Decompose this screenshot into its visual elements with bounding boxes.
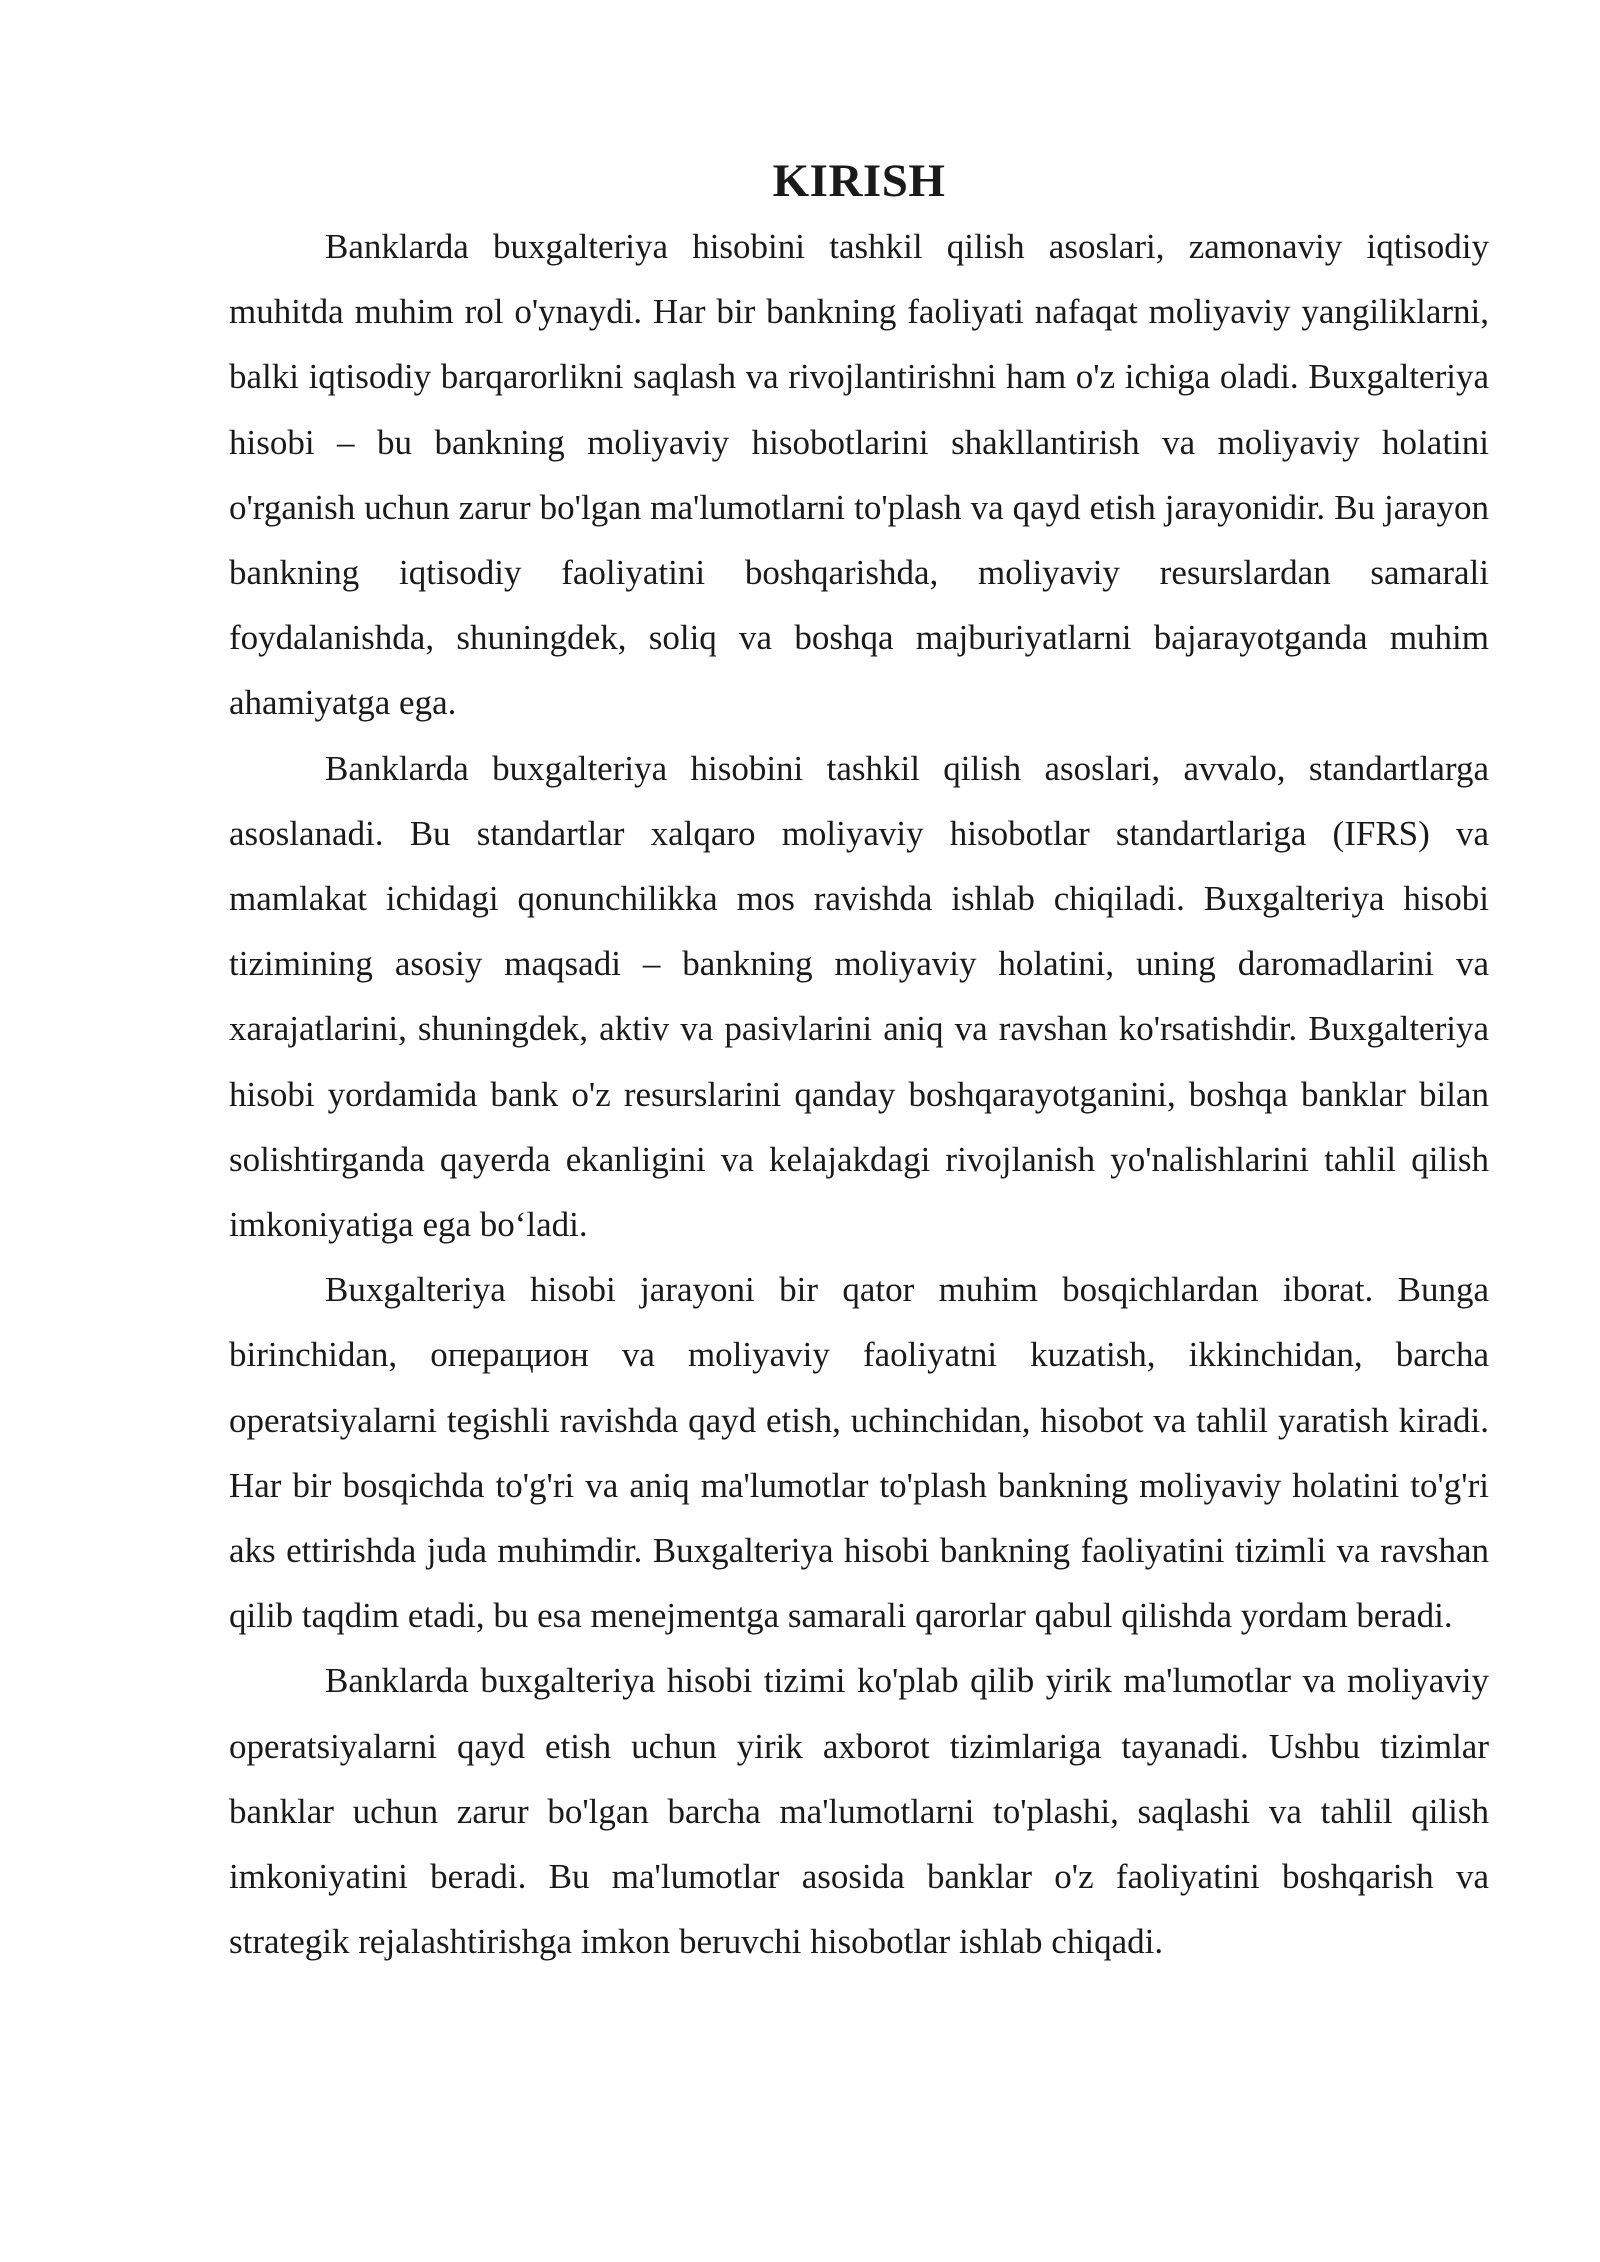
paragraph-3: Buxgalteriya hisobi jarayoni bir qator muhim bosqichlardan iborat. Bunga birinchidan, операцион va moliyaviy faoliyatni kuzatish, ikkinchidan, barcha operatsiyalarni tegishli ravishda qayd etish, uchinchidan, hisobot va tahlil yaratish kiradi. Har bir bosqichda to'g'ri va aniq ma'lumotlar to'plash bankning moliyaviy holatini to'g'ri aks ettirishda juda muhimdir. Buxgalteriya hisobi bankning faoliyatini tizimli va ravshan qilib taqdim etadi, bu esa menejmentga samarali qarorlar qabul qilishda yordam beradi.: [229, 1270, 1489, 1636]
paragraph-2: Banklarda buxgalteriya hisobini tashkil qilish asoslari, avvalo, standartlarga asoslanadi. Bu standartlar xalqaro moliyaviy hisobotlar standartlariga (IFRS) va mamlakat ichidagi qonunchilikka mos ravishda ishlab chiqiladi. Buxgalteriya hisobi tizimining asosiy maqsadi – bankning moliyaviy holatini, uning daromadlarini va xarajatlarini, shuningdek, aktiv va pasivlarini aniq va ravshan ko'rsatishdir. Buxgalteriya hisobi yordamida bank o'z resurslarini qanday boshqarayotganini, boshqa banklar bilan solishtirganda qayerda ekanligini va kelajakdagi rivojlanish yo'nalishlarini tahlil qilish imkoniyatiga ega bo‘ladi.: [229, 748, 1489, 1245]
page-title: KIRISH: [772, 155, 946, 207]
paragraph-4: Banklarda buxgalteriya hisobi tizimi ko'plab qilib yirik ma'lumotlar va moliyaviy operatsiyalarni qayd etish uchun yirik axborot tizimlariga tayanadi. Ushbu tizimlar banklar uchun zarur bo'lgan barcha ma'lumotlarni to'plashi, saqlashi va tahlil qilish imkoniyatini beradi. Bu ma'lumotlar asosida banklar o'z faoliyatini boshqarish va strategik rejalashtirishga imkon beruvchi hisobotlar ishlab chiqadi.: [229, 1661, 1489, 1962]
document-body: [229, 152, 1489, 1974]
paragraph-1: Banklarda buxgalteriya hisobini tashkil qilish asoslari, zamonaviy iqtisodiy muhitda muhim rol o'ynaydi. Har bir bankning faoliyati nafaqat moliyaviy yangiliklarni, balki iqtisodiy barqarorlikni saqlash va rivojlantirishni ham o'z ichiga oladi. Buxgalteriya hisobi – bu bankning moliyaviy hisobotlarini shakllantirish va moliyaviy holatini o'rganish uchun zarur bo'lgan ma'lumotlarni to'plash va qayd etish jarayonidir. Bu jarayon bankning iqtisodiy faoliyatini boshqarishda, moliyaviy resurslardan samarali foydalanishda, shuningdek, soliq va boshqa majburiyatlarni bajarayotganda muhim ahamiyatga ega.: [229, 227, 1489, 723]
